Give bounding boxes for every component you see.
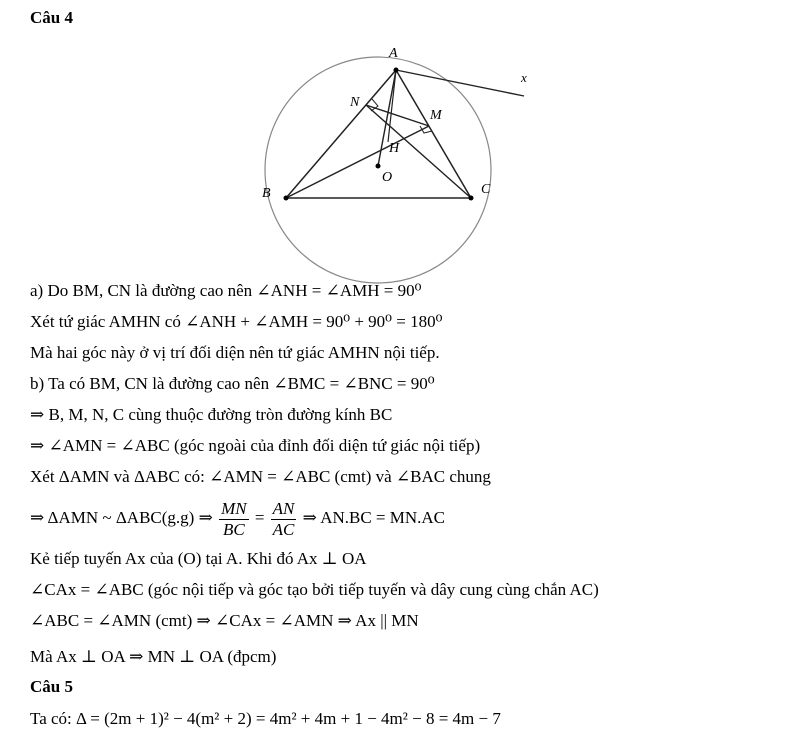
part-b-line-8: ∠ABC = ∠AMN (cmt) ⇒ ∠CAx = ∠AMN ⇒ Ax || MN: [30, 611, 419, 630]
part-a-line-2: Xét tứ giác AMHN có ∠ANH + ∠AMH = 90⁰ + 90⁰ = 180⁰: [30, 312, 443, 331]
label-N: N: [350, 95, 360, 110]
label-B: B: [262, 186, 271, 201]
label-C: C: [481, 182, 491, 197]
label-x: x: [521, 70, 527, 85]
equals-sign: =: [254, 508, 265, 527]
point-A: [394, 68, 399, 73]
heading-cau-5: Câu 5: [30, 677, 73, 696]
fraction-an-ac-denominator: AC: [272, 519, 295, 539]
part-b-line-6: Kẻ tiếp tuyến Ax của (O) tại A. Khi đó Ax ⊥ OA: [30, 549, 367, 568]
fraction-mn-bc: [219, 499, 249, 540]
part-b-line-2: ⇒ B, M, N, C cùng thuộc đường tròn đường kính BC: [30, 405, 393, 424]
fraction-mn-bc-numerator: MN: [221, 498, 247, 518]
point-O: [376, 164, 381, 169]
heading-cau-4: Câu 4: [30, 8, 73, 27]
geometry-figure: [0, 35, 800, 305]
fraction-mn-bc-denominator: BC: [222, 519, 245, 539]
part-b-line-3: ⇒ ∠AMN = ∠ABC (góc ngoài của đỉnh đối diện tứ giác nội tiếp): [30, 436, 481, 455]
similarity-prefix: ⇒ ΔAMN ~ ΔABC(g.g) ⇒: [30, 508, 213, 527]
segment-AC: [396, 70, 471, 198]
part-b-line-9: Mà Ax ⊥ OA ⇒ MN ⊥ OA (đpcm): [30, 647, 277, 666]
point-C: [469, 196, 474, 201]
label-M: M: [430, 108, 442, 123]
point-B: [284, 196, 289, 201]
part-b-line-5: [30, 496, 445, 540]
segment-BM: [286, 126, 429, 198]
part-b-line-7: ∠CAx = ∠ABC (góc nội tiếp và góc tạo bởi tiếp tuyến và dây cung cùng chắn AC): [30, 580, 599, 599]
part-b-line-4: Xét ΔAMN và ΔABC có: ∠AMN = ∠ABC (cmt) và ∠BAC chung: [30, 467, 491, 486]
segment-AB: [286, 70, 396, 198]
label-H: H: [389, 141, 400, 156]
part-a-line-1: a) Do BM, CN là đường cao nên ∠ANH = ∠AMH = 90⁰: [30, 281, 422, 300]
cau-5-line-1: Ta có: Δ = (2m + 1)² − 4(m² + 2) = 4m² + 4m + 1 − 4m² − 8 = 4m − 7: [30, 709, 501, 728]
label-O: O: [382, 170, 393, 185]
part-a-line-3: Mà hai góc này ở vị trí đối diện nên tứ giác AMHN nội tiếp.: [30, 343, 440, 362]
similarity-conclusion: ⇒ AN.BC = MN.AC: [302, 508, 446, 527]
fraction-an-ac: [271, 499, 297, 540]
fraction-an-ac-numerator: AN: [272, 498, 295, 518]
part-b-line-1: b) Ta có BM, CN là đường cao nên ∠BMC = ∠BNC = 90⁰: [30, 374, 435, 393]
label-A: A: [389, 46, 398, 61]
